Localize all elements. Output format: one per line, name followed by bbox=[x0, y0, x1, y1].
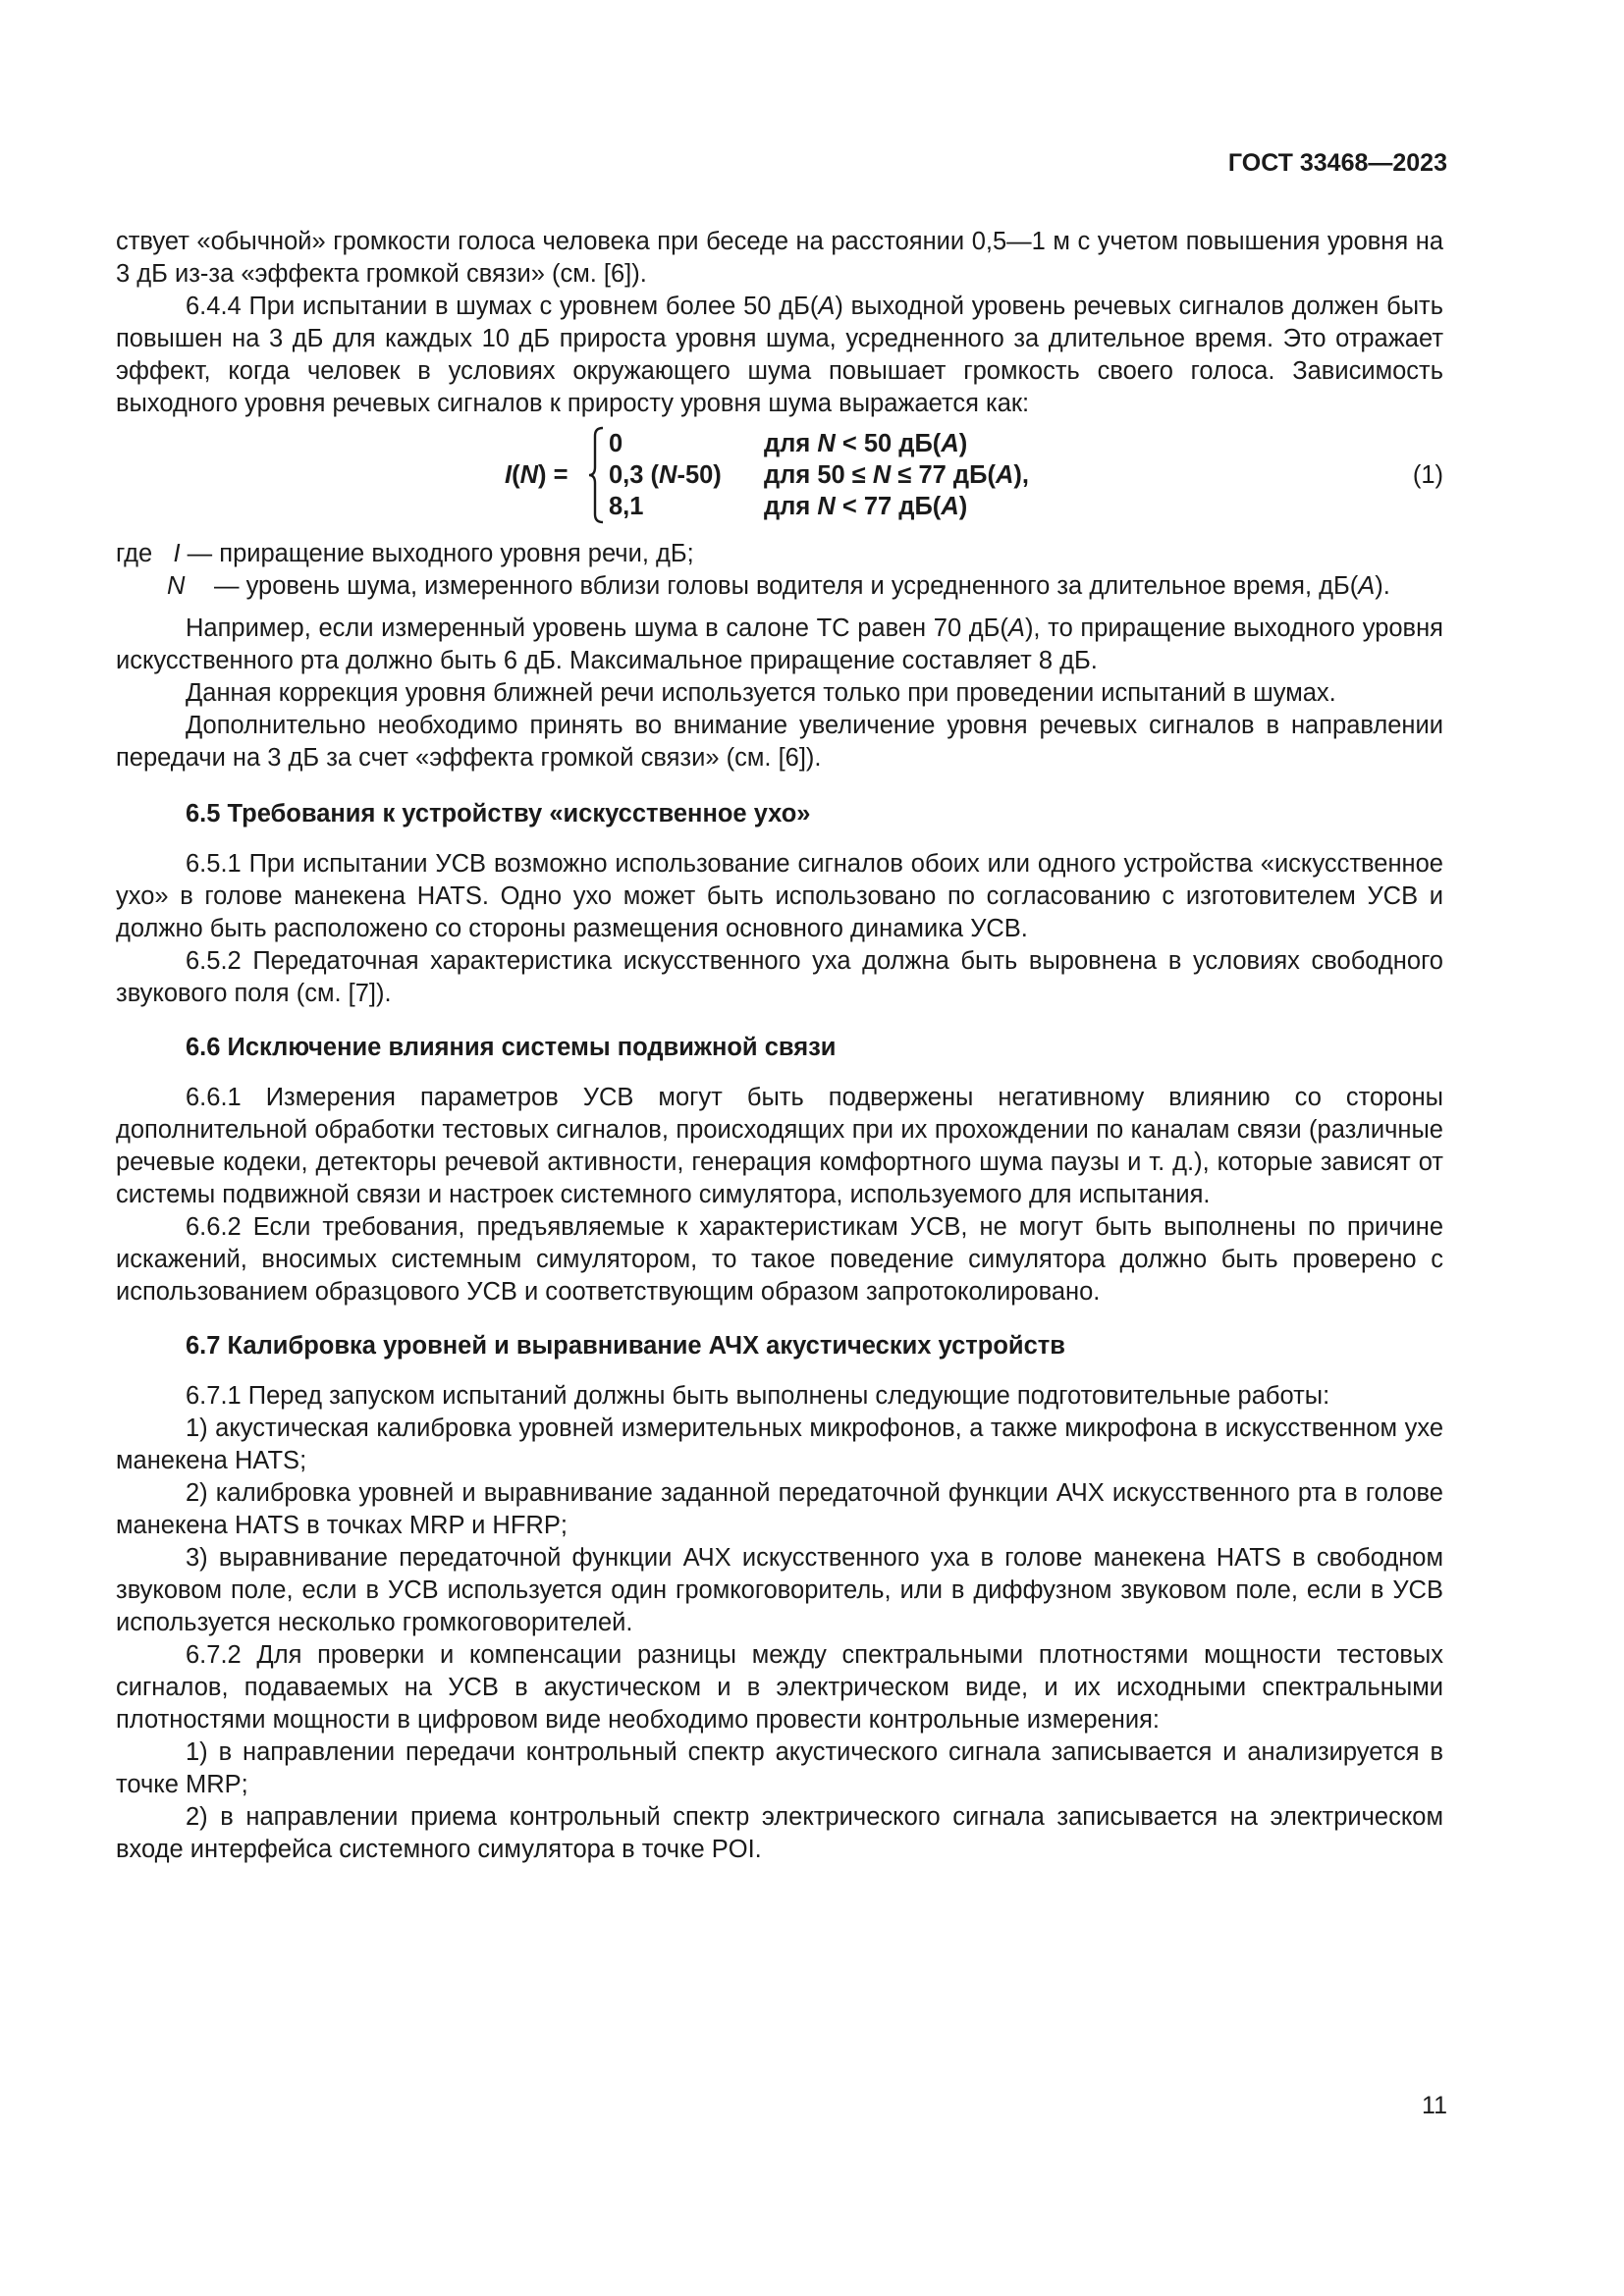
paragraph-6-5-2: 6.5.2 Передаточная характеристика искусственного уха должна быть выровнена в условиях свободного звукового поля (см. [7]). bbox=[116, 947, 1443, 1007]
heading-6-7: 6.7 Калибровка уровней и выравнивание АЧХ акустических устройств bbox=[186, 1332, 1065, 1360]
italic-a: A bbox=[1007, 614, 1025, 642]
list-item-6-7-2-2: 2) в направлении приема контрольный спектр электрического сигнала записывается на электрическом входе интерфейса системного симулятора в точке POI. bbox=[116, 1803, 1443, 1863]
formula-var-n: N bbox=[519, 461, 539, 489]
formula-row-1-value: 0 bbox=[609, 430, 623, 457]
paragraph-6-6-1: 6.6.1 Измерения параметров УСВ могут быть подвержены негативному влиянию со стороны дополнительной обработки тестовых сигналов, происходящих при их прохождении по каналам связи (различные речевые кодеки, детекторы речевой активности, генерация комфортного шума паузы и т. д.), которые зависят от системы подвижной связи и настроек системного симулятора, используемого для испытания. bbox=[116, 1084, 1443, 1208]
paragraph-6-5-1: 6.5.1 При испытании УСВ возможно использование сигналов обоих или одного устройства «искусственное ухо» в голове манекена HATS. Одно ухо может быть использовано по согласованию с изготовителем УСВ и должно быть расположено со стороны размещения основного динамика УСВ. bbox=[116, 850, 1443, 942]
text-segment: ). bbox=[1375, 572, 1390, 600]
legend-description-n bbox=[116, 570, 1443, 603]
text-segment: Например, если измеренный уровень шума в салоне ТС равен 70 дБ( bbox=[186, 614, 1008, 642]
italic-a: A bbox=[1358, 572, 1376, 600]
formula-text: < 50 дБ( bbox=[835, 430, 942, 457]
text-segment: 6.4.4 При испытании в шумах с уровнем более 50 дБ( bbox=[186, 293, 819, 320]
legend-item-n bbox=[116, 570, 1443, 603]
formula-1 bbox=[116, 426, 1443, 528]
list-item-6-7-1-2: 2) калибровка уровней и выравнивание заданной передаточной функции АЧХ искусственного рта в голове манекена HATS в точках MRP и HFRP; bbox=[116, 1479, 1443, 1539]
formula-text: для bbox=[764, 493, 818, 520]
text-segment: — уровень шума, измеренного вблизи головы водителя и усредненного за длительное время, дБ( bbox=[214, 572, 1359, 600]
formula-number: (1) bbox=[1412, 461, 1443, 489]
formula-text: ) bbox=[958, 430, 968, 457]
formula-paren-eq: ) = bbox=[538, 461, 568, 489]
paragraph-correction: Данная коррекция уровня ближней речи используется только при проведении испытаний в шумах. bbox=[186, 679, 1336, 707]
paragraph-continuation: ствует «обычной» громкости голоса человека при беседе на расстоянии 0,5—1 м с учетом повышения уровня на 3 дБ из-за «эффекта громкой связи» (см. [6]). bbox=[116, 228, 1443, 288]
document-code: ГОСТ 33468—2023 bbox=[1227, 149, 1447, 177]
formula-paren: ( bbox=[512, 461, 520, 489]
legend-symbol-n: N bbox=[167, 572, 186, 600]
formula-var-a: A bbox=[995, 461, 1014, 489]
left-brace-icon bbox=[586, 426, 606, 524]
text-segment: ), то приращение выходного уровня искусственного рта должно быть 6 дБ. Максимальное приращение составляет 8 дБ. bbox=[116, 614, 1443, 674]
formula-text: ), bbox=[1013, 461, 1029, 489]
formula-row-1-condition bbox=[764, 428, 967, 460]
list-item-6-7-2-1: 1) в направлении передачи контрольный спектр акустического сигнала записывается и анализируется в точке MRP; bbox=[116, 1738, 1443, 1798]
formula-var-a: A bbox=[941, 430, 959, 457]
formula-var-n: N bbox=[659, 461, 677, 489]
formula-text: -50) bbox=[677, 461, 722, 489]
heading-6-6: 6.6 Исключение влияния системы подвижной связи bbox=[186, 1034, 837, 1061]
formula-row-3-value: 8,1 bbox=[609, 493, 644, 520]
formula-row-3-condition bbox=[764, 491, 967, 523]
legend-where: где bbox=[116, 540, 153, 567]
paragraph-example bbox=[116, 613, 1443, 677]
paragraph-6-6-2: 6.6.2 Если требования, предъявляемые к характеристикам УСВ, не могут быть выполнены по причине искажений, вносимых системным симулятором, то такое поведение симулятора должно быть проверено с использованием образцового УСВ и соответствующим образом запротоколировано. bbox=[116, 1213, 1443, 1306]
formula-var-a: A bbox=[941, 493, 959, 520]
list-item-6-7-1-1: 1) акустическая калибровка уровней измерительных микрофонов, а также микрофона в искусственном ухе манекена HATS; bbox=[116, 1415, 1443, 1474]
heading-6-5: 6.5 Требования к устройству «искусственное ухо» bbox=[186, 800, 811, 828]
formula-var-n: N bbox=[817, 493, 836, 520]
list-item-6-7-1-3: 3) выравнивание передаточной функции АЧХ искусственного уха в голове манекена HATS в свободном звуковом поле, если в УСВ используется один громкоговоритель, или в диффузном звуковом поле, если в УСВ используется несколько громкоговорителей. bbox=[116, 1544, 1443, 1636]
formula-var-n: N bbox=[872, 461, 892, 489]
text-segment: ) выходной уровень речевых сигналов должен быть повышен на 3 дБ для каждых 10 дБ прироста уровня шума, усредненного за длительное время. Это отражает эффект, когда человек в условиях окружающего шума повышает громкость своего голоса. Зависимость выходного уровня речевых сигналов к приросту уровня шума выражается как: bbox=[116, 293, 1444, 417]
formula-var-n: N bbox=[817, 430, 836, 457]
paragraph-6-4-4 bbox=[116, 291, 1443, 420]
legend-symbol-i: I bbox=[173, 540, 181, 567]
formula-var-i: I bbox=[505, 461, 513, 489]
paragraph-additional: Дополнительно необходимо принять во внимание увеличение уровня речевых сигналов в направлении передачи на 3 дБ за счет «эффекта громкой связи» (см. [6]). bbox=[116, 712, 1443, 772]
legend-item-i bbox=[116, 538, 1443, 570]
paragraph-6-7-1: 6.7.1 Перед запуском испытаний должны быть выполнены следующие подготовительные работы: bbox=[186, 1382, 1330, 1410]
italic-a: A bbox=[818, 293, 836, 320]
formula-text: для bbox=[764, 430, 818, 457]
paragraph-6-7-2: 6.7.2 Для проверки и компенсации разницы между спектральными плотностями мощности тестовых сигналов, подаваемых на УСВ в акустическом и в электрическом виде, и их исходными спектральными плотностями мощности в цифровом виде необходимо провести контрольные измерения: bbox=[116, 1641, 1443, 1734]
page-content bbox=[116, 226, 1443, 1866]
formula-text: ≤ 77 дБ( bbox=[891, 461, 996, 489]
page-number: 11 bbox=[1422, 2092, 1447, 2119]
legend-description-i: — приращение выходного уровня речи, дБ; bbox=[187, 540, 694, 567]
formula-row-2-value bbox=[609, 459, 722, 492]
formula-lhs bbox=[505, 459, 568, 492]
formula-text: < 77 дБ( bbox=[835, 493, 942, 520]
formula-text: для 50 ≤ bbox=[764, 461, 873, 489]
formula-text: 0,3 ( bbox=[609, 461, 660, 489]
formula-row-2-condition bbox=[764, 459, 1029, 492]
formula-text: ) bbox=[958, 493, 968, 520]
